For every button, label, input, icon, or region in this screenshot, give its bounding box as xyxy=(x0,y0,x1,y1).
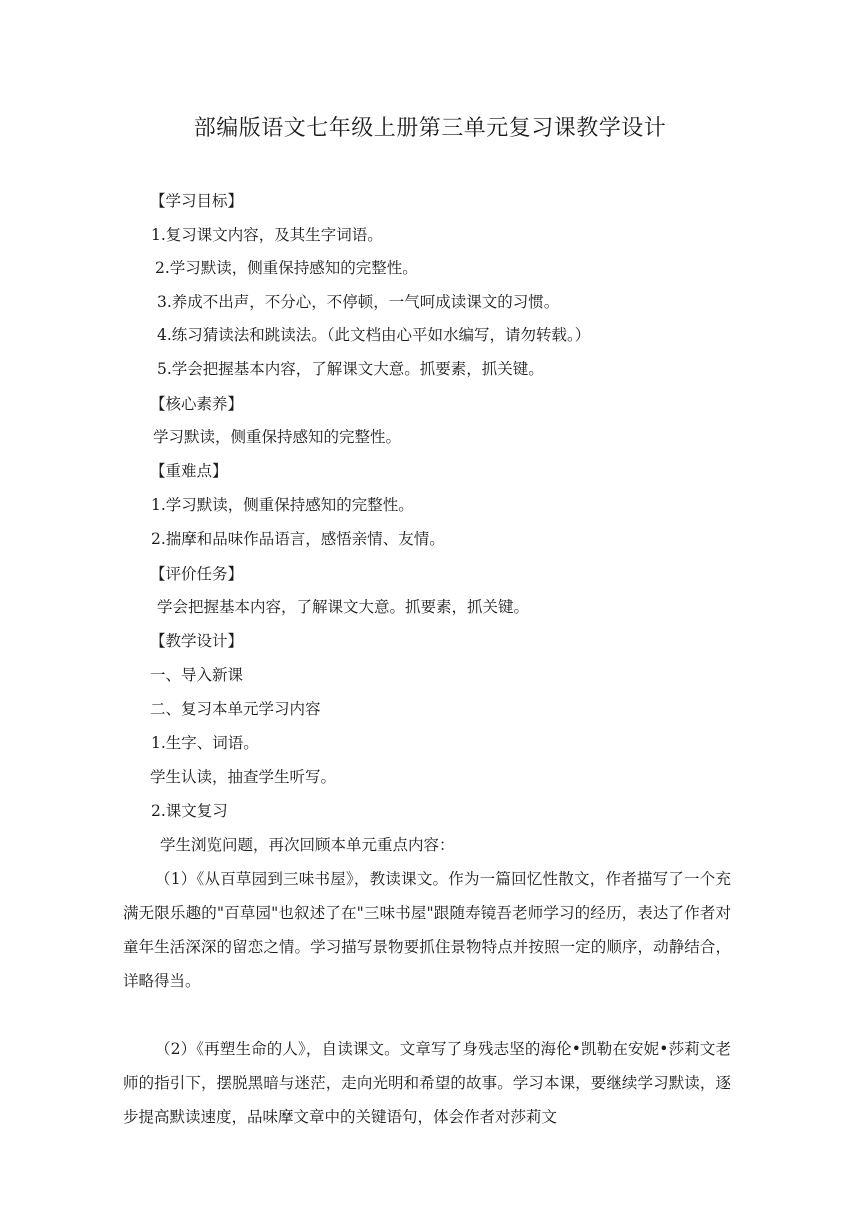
objective-item-4: 4.练习猜读法和跳读法。（此文档由心平如水编写，请勿转载。） xyxy=(157,326,591,344)
document-title: 部编版语文七年级上册第三单元复习课教学设计 xyxy=(193,116,667,141)
lesson-paragraph-1: （1）《从百草园到三味书屋》，教读课文。作为一篇回忆性散文，作者描写了一个充满无限乐趣的"百草园"也叙述了在"三味书屋"跟随寿镜吾老师学习的经历，表达了作者对童年生活深深的留恋之情。学习描写景物要抓住景物特点并按照一定的顺序，动静结合，详略得当。 xyxy=(123,870,731,990)
lesson-paragraph-2: （2）《再塑生命的人》，自读课文。文章写了身残志坚的海伦•凯勒在安妮•莎莉文老师的指引下，摆脱黑暗与迷茫，走向光明和希望的故事。学习本课，要继续学习默读，逐步提高默读速度，品味摩文章中的关键语句，体会作者对莎莉文 xyxy=(123,1040,731,1126)
objective-item-3: 3.养成不出声，不分心，不停顿，一气呵成读课文的习惯。 xyxy=(157,293,560,311)
design-heading: 【教学设计】 xyxy=(150,632,244,650)
design-step-2: 二、复习本单元学习内容 xyxy=(150,700,321,718)
design-sub-2: 2.课文复习 xyxy=(151,802,228,820)
design-sub-1: 1.生字、词语。 xyxy=(151,734,259,752)
core-literacy-text: 学习默读，侧重保持感知的完整性。 xyxy=(153,428,402,446)
design-step-1: 一、导入新课 xyxy=(150,666,244,684)
design-sub-1-text: 学生认读，抽查学生听写。 xyxy=(150,768,337,786)
objective-item-5: 5.学会把握基本内容，了解课文大意。抓要素，抓关键。 xyxy=(157,360,544,378)
objective-item-1: 1.复习课文内容，及其生字词语。 xyxy=(151,226,383,244)
key-points-heading: 【重难点】 xyxy=(150,462,228,480)
design-sub-2-intro: 学生浏览问题，再次回顾本单元重点内容： xyxy=(160,836,455,854)
objective-item-2: 2.学习默读，侧重保持感知的完整性。 xyxy=(155,259,418,277)
evaluation-heading: 【评价任务】 xyxy=(150,565,244,583)
objectives-heading: 【学习目标】 xyxy=(150,192,244,210)
key-point-item-2: 2.揣摩和品味作品语言，感悟亲情、友情。 xyxy=(151,530,445,548)
core-literacy-heading: 【核心素养】 xyxy=(150,395,244,413)
key-point-item-1: 1.学习默读，侧重保持感知的完整性。 xyxy=(151,496,414,514)
evaluation-text: 学会把握基本内容，了解课文大意。抓要素，抓关键。 xyxy=(157,598,530,616)
